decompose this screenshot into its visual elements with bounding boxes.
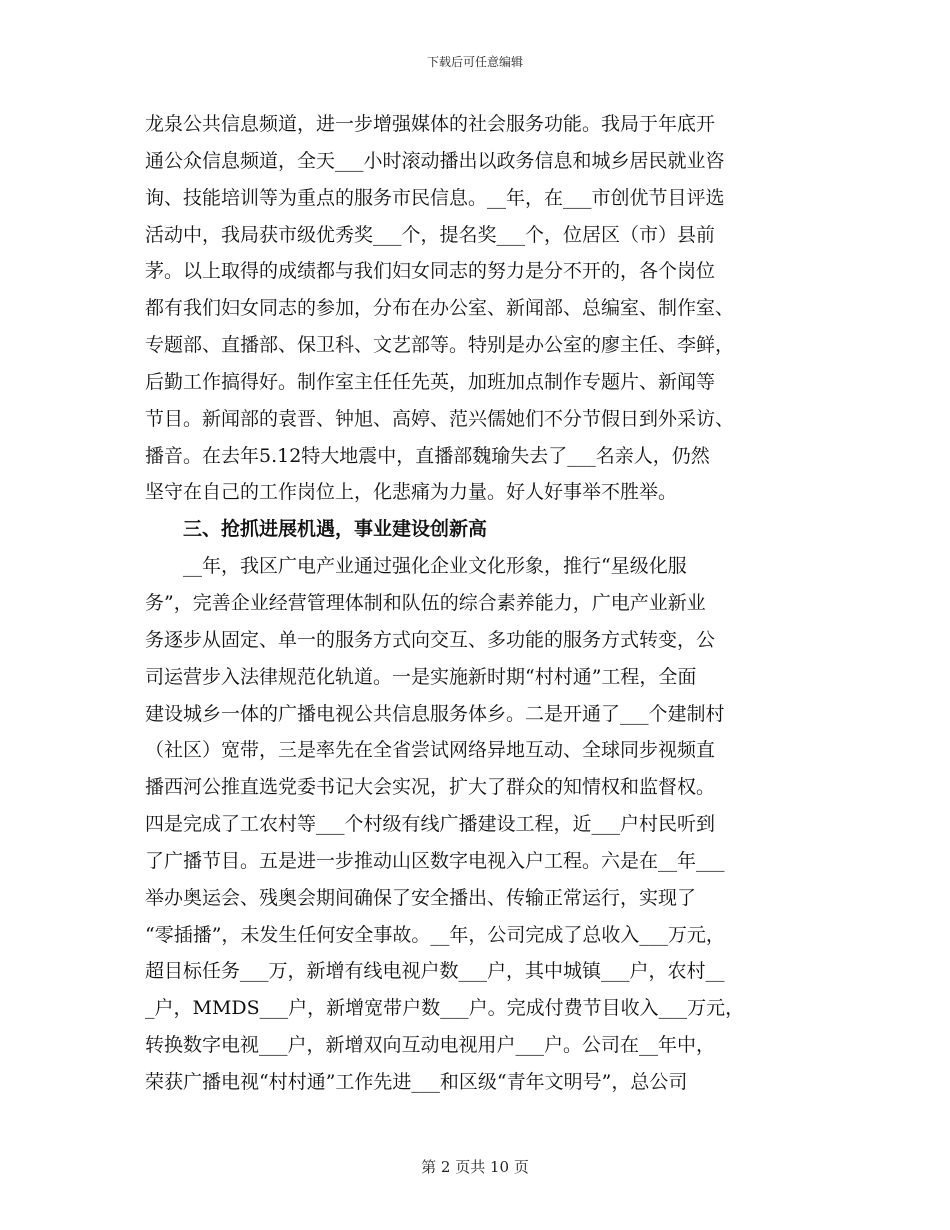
body-line: 活动中，我局获市级优秀奖___个，提名奖___个，位居区（市）县前 — [145, 223, 716, 246]
body-line: 司运营步入法律规范化轨道。一是实施新时期“村村通”工程，全面 — [145, 665, 697, 688]
body-line: 专题部、直播部、保卫科、文艺部等。特别是办公室的廖主任、李鲜， — [145, 334, 735, 357]
body-line: 了广播节目。五是进一步推动山区数字电视入户工程。六是在__年___ — [145, 849, 725, 872]
body-line: （社区）宽带，三是率先在全省尝试网络异地互动、全球同步视频直 — [145, 739, 716, 762]
body-line: “零插播”，未发生任何安全事故。__年，公司完成了总收入___万元， — [145, 923, 725, 946]
body-line: 播音。在去年5.12特大地震中，直播部魏瑜失去了___名亲人，仍然 — [145, 444, 710, 467]
body-line: 建设城乡一体的广播电视公共信息服务体乡。二是开通了___个建制村 — [145, 702, 725, 725]
body-line: 后勤工作搞得好。制作室主任任先英，加班加点制作专题片、新闻等 — [145, 370, 716, 393]
body-line: 务”，完善企业经营管理体制和队伍的综合素养能力，广电产业新业 — [145, 591, 706, 614]
body-line: _户，MMDS___户，新增宽带户数___户。完成付费节目收入___万元， — [145, 997, 745, 1020]
body-line: 转换数字电视___户，新增双向互动电视用户___户。公司在__年中， — [145, 1034, 716, 1057]
body-line: 通公众信息频道，全天___小时滚动播出以政务信息和城乡居民就业咨 — [145, 149, 725, 172]
body-line: 荣获广播电视“村村通”工作先进___和区级“青年文明号”，总公司 — [145, 1070, 688, 1093]
body-line: __年，我区广电产业通过强化企业文化形象，推行“星级化服 — [145, 555, 687, 578]
body-line: 坚守在自己的工作岗位上，化悲痛为力量。好人好事举不胜举。 — [145, 481, 678, 504]
body-line: 节目。新闻部的袁晋、钟旭、高婷、范兴儒她们不分节假日到外采访、 — [145, 407, 735, 430]
page-header-note: 下载后可任意编辑 — [426, 55, 523, 69]
document-body — [145, 106, 815, 1101]
page-number: 第 2 页共 10 页 — [421, 1158, 529, 1176]
body-line: 务逐步从固定、单一的服务方式向交互、多功能的服务方式转变，公 — [145, 628, 716, 651]
body-line: 龙泉公共信息频道，进一步增强媒体的社会服务功能。我局于年底开 — [145, 113, 716, 135]
body-line: 茅。以上取得的成绩都与我们妇女同志的努力是分不开的，各个岗位 — [145, 260, 716, 283]
body-line: 举办奥运会、残奥会期间确保了安全播出、传输正常运行，实现了 — [145, 886, 697, 909]
body-line: 都有我们妇女同志的参加，分布在办公室、新闻部、总编室、制作室、 — [145, 297, 735, 320]
body-line: 四是完成了工农村等___个村级有线广播建设工程，近___户村民听到 — [145, 813, 716, 836]
section-heading: 三、抢抓进展机遇，事业建设创新高 — [145, 518, 488, 541]
body-line: 询、技能培训等为重点的服务市民信息。__年，在___市创优节目评选 — [145, 186, 725, 209]
body-line: 超目标任务___万，新增有线电视户数___户，其中城镇___户，农村__ — [145, 960, 725, 983]
body-line: 播西河公推直选党委书记大会实况，扩大了群众的知情权和监督权。 — [145, 776, 716, 799]
